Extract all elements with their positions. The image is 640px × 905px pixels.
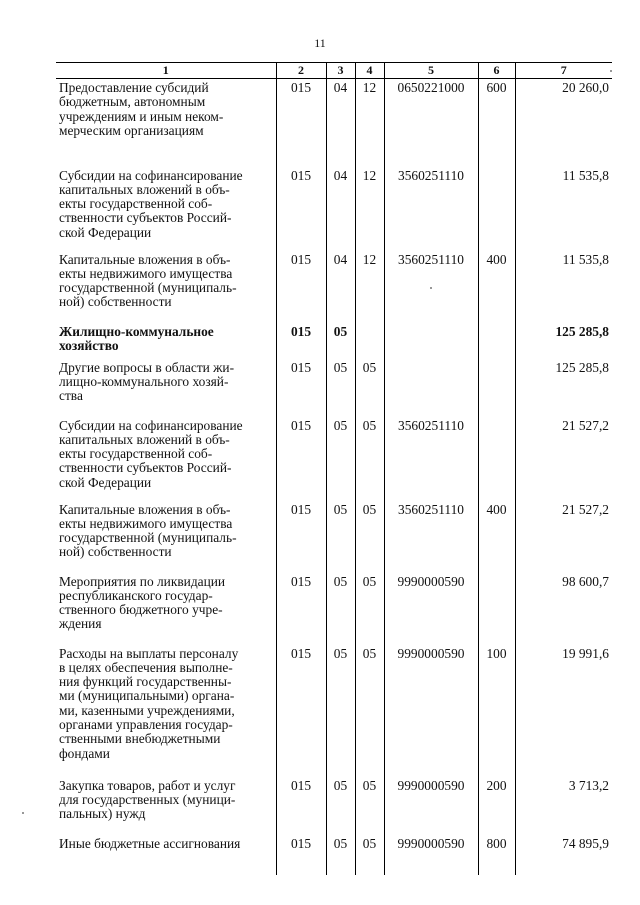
table-row xyxy=(56,323,612,359)
row-name-line: ской Федерации xyxy=(59,474,152,490)
row-name-line: капитальных вложений в объ- xyxy=(59,431,230,447)
row-name-line: ственности субъектов Россий- xyxy=(59,460,232,476)
column-header: 7 xyxy=(515,63,612,79)
row-name-line: Закупка товаров, работ и услуг xyxy=(59,777,236,793)
table-row xyxy=(56,167,612,251)
section-code: 05 xyxy=(326,777,355,835)
expense-type-code: 400 xyxy=(478,501,515,573)
expense-type-code: 200 xyxy=(478,777,515,835)
table-row xyxy=(56,645,612,777)
target-article-code: 9990000590 xyxy=(384,573,478,645)
target-article-code xyxy=(384,323,478,359)
amount: 11 535,8 xyxy=(515,167,612,251)
row-name xyxy=(56,501,276,573)
section-code: 04 xyxy=(326,251,355,323)
row-name-line: Иные бюджетные ассигнования xyxy=(59,835,241,851)
subsection-code: 12 xyxy=(355,251,384,323)
row-name-line: государственной (муниципаль- xyxy=(59,530,237,546)
row-name-line: ной) собственности xyxy=(59,294,172,310)
target-article-code: 9990000590 xyxy=(384,835,478,875)
table-row xyxy=(56,573,612,645)
target-article-code: 3560251110 xyxy=(384,251,478,323)
amount: 19 991,6 xyxy=(515,645,612,777)
section-code: 05 xyxy=(326,645,355,777)
row-name-line: ния функций государственны- xyxy=(59,674,232,690)
expense-type-code xyxy=(478,167,515,251)
row-name-line: органами управления государ- xyxy=(59,716,233,732)
subsection-code: 05 xyxy=(355,417,384,501)
row-name-line: учреждениям и иным неком- xyxy=(59,108,224,124)
amount: 11 535,8 xyxy=(515,251,612,323)
row-name-line: ства xyxy=(59,388,83,404)
amount: 125 285,8 xyxy=(515,323,612,359)
row-name-line: государственной (муниципаль- xyxy=(59,280,237,296)
expense-type-code: 400 xyxy=(478,251,515,323)
row-name-line: в целях обеспечения выполне- xyxy=(59,659,233,675)
expense-type-code xyxy=(478,573,515,645)
row-name xyxy=(56,777,276,835)
section-code: 05 xyxy=(326,359,355,417)
subsection-code: 12 xyxy=(355,167,384,251)
expense-type-code: 800 xyxy=(478,835,515,875)
expense-type-code xyxy=(478,323,515,359)
subsection-code: 05 xyxy=(355,359,384,417)
row-name-line: Мероприятия по ликвидации xyxy=(59,573,226,589)
row-name-line: екты недвижимого имущества xyxy=(59,515,233,531)
subsection-code: 05 xyxy=(355,835,384,875)
row-name-line: ждения xyxy=(59,616,102,632)
row-name-line: пальных) нужд xyxy=(59,806,146,822)
scan-speck xyxy=(22,812,24,814)
row-name-line: мерческим организациям xyxy=(59,122,204,138)
column-header: 1 xyxy=(56,63,276,79)
page-number: 11 xyxy=(314,36,326,50)
subsection-code: 05 xyxy=(355,573,384,645)
amount: 98 600,7 xyxy=(515,573,612,645)
gr-code: 015 xyxy=(276,417,326,501)
target-article-code: 0650221000 xyxy=(384,79,478,167)
row-name-line: екты государственной соб- xyxy=(59,446,213,462)
row-name-line: лищно-коммунального хозяй- xyxy=(59,373,229,389)
gr-code: 015 xyxy=(276,167,326,251)
target-article-code: 3560251110 xyxy=(384,501,478,573)
row-name-line: для государственных (муници- xyxy=(59,791,236,807)
scan-speck xyxy=(610,70,612,72)
section-code: 04 xyxy=(326,79,355,167)
subsection-code: 05 xyxy=(355,645,384,777)
row-name xyxy=(56,417,276,501)
expense-type-code: 100 xyxy=(478,645,515,777)
expense-type-code xyxy=(478,359,515,417)
gr-code: 015 xyxy=(276,835,326,875)
row-name-line: Расходы на выплаты персоналу xyxy=(59,645,239,661)
row-name xyxy=(56,251,276,323)
row-name xyxy=(56,573,276,645)
row-name-line: ственного бюджетного учре- xyxy=(59,602,223,618)
row-name-line: Субсидии на софинансирование xyxy=(59,417,243,433)
amount: 20 260,0 xyxy=(515,79,612,167)
row-name-line: Предоставление субсидий xyxy=(59,80,209,95)
subsection-code xyxy=(355,323,384,359)
row-name-line: Другие вопросы в области жи- xyxy=(59,359,235,375)
section-code: 04 xyxy=(326,167,355,251)
column-header: 2 xyxy=(276,63,326,79)
section-code: 05 xyxy=(326,417,355,501)
row-name-line: екты государственной соб- xyxy=(59,196,213,212)
gr-code: 015 xyxy=(276,79,326,167)
subsection-code: 12 xyxy=(355,79,384,167)
table-row xyxy=(56,79,612,167)
row-name-line: ми (муниципальными) органа- xyxy=(59,688,235,704)
row-name-line: екты недвижимого имущества xyxy=(59,265,233,281)
target-article-code xyxy=(384,359,478,417)
amount: 21 527,2 xyxy=(515,417,612,501)
gr-code: 015 xyxy=(276,573,326,645)
row-name xyxy=(56,835,276,875)
row-name-line: ми, казенными учреждениями, xyxy=(59,702,235,718)
column-header: 4 xyxy=(355,63,384,79)
target-article-code: 9990000590 xyxy=(384,645,478,777)
row-name-line: ственности субъектов Россий- xyxy=(59,210,232,226)
section-code: 05 xyxy=(326,501,355,573)
table-row xyxy=(56,501,612,573)
row-name-line: ной) собственности xyxy=(59,544,172,560)
table-row xyxy=(56,835,612,875)
table-row xyxy=(56,251,612,323)
row-name-line: республиканского государ- xyxy=(59,587,213,603)
section-code: 05 xyxy=(326,835,355,875)
column-header: 5 xyxy=(384,63,478,79)
column-header: 3 xyxy=(326,63,355,79)
budget-table xyxy=(56,62,612,875)
gr-code: 015 xyxy=(276,323,326,359)
gr-code: 015 xyxy=(276,645,326,777)
row-name-line: Субсидии на софинансирование xyxy=(59,167,243,183)
row-name-line: Жилищно-коммунальное xyxy=(59,323,214,339)
row-name-line: бюджетным, автономным xyxy=(59,94,206,110)
subsection-code: 05 xyxy=(355,777,384,835)
gr-code: 015 xyxy=(276,501,326,573)
amount: 21 527,2 xyxy=(515,501,612,573)
amount: 3 713,2 xyxy=(515,777,612,835)
table-row xyxy=(56,359,612,417)
table-row xyxy=(56,777,612,835)
row-name-line: хозяйство xyxy=(59,337,119,353)
table-row xyxy=(56,417,612,501)
subsection-code: 05 xyxy=(355,501,384,573)
row-name-line: фондами xyxy=(59,745,110,761)
gr-code: 015 xyxy=(276,777,326,835)
row-name xyxy=(56,645,276,777)
row-name-line: Капитальные вложения в объ- xyxy=(59,501,231,517)
row-name xyxy=(56,359,276,417)
row-name xyxy=(56,79,276,167)
target-article-code: 3560251110 xyxy=(384,417,478,501)
target-article-code: 9990000590 xyxy=(384,777,478,835)
row-name-line: капитальных вложений в объ- xyxy=(59,181,230,197)
expense-type-code: 600 xyxy=(478,79,515,167)
amount: 74 895,9 xyxy=(515,835,612,875)
expense-type-code xyxy=(478,417,515,501)
row-name xyxy=(56,167,276,251)
row-name-line: ской Федерации xyxy=(59,224,152,240)
row-name-line: Капитальные вложения в объ- xyxy=(59,251,231,267)
amount: 125 285,8 xyxy=(515,359,612,417)
section-code: 05 xyxy=(326,323,355,359)
section-code: 05 xyxy=(326,573,355,645)
gr-code: 015 xyxy=(276,359,326,417)
column-header: 6 xyxy=(478,63,515,79)
row-name-line: ственными внебюджетными xyxy=(59,731,221,747)
header-row xyxy=(56,63,612,79)
scan-speck xyxy=(430,287,432,289)
gr-code: 015 xyxy=(276,251,326,323)
row-name xyxy=(56,323,276,359)
target-article-code: 3560251110 xyxy=(384,167,478,251)
